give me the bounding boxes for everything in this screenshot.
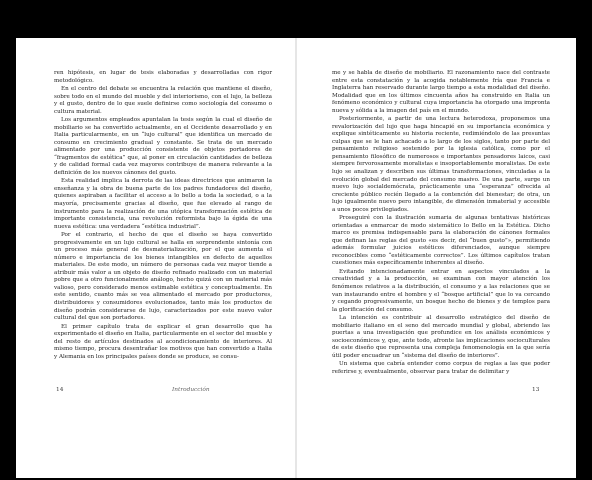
right-page-text (332, 70, 550, 376)
left-page (16, 38, 296, 478)
paragraph: Proseguiré con la ilustración sumaria de algunas tentativas históricas orientadas a enmarcar de modo sistemático lo Bello en la Estética. Dicho marco es premisa indispensable para la elaboración de cánones formales que definan las reglas del gusto «es decir, del “buen gusto”», permitiendo además formular juicios estéticos diferenciados, aunque siempre reconocibles como “estéticamente correctos”. Los últimos capítulos tratan cuestiones más específicamente inherentes al diseño. (332, 215, 550, 267)
paragraph: Un sistema que cabría entender como corpus de reglas a las que poder referirse y, eventualmente, observar para tratar de delimitar y (332, 361, 550, 375)
paragraph: Esta realidad implica la derrota de las ideas directrices que animaron la enseñanza y la obra de buena parte de los padres fundadores del diseño, quienes aspiraban a facilitar el acceso a lo bello a toda la sociedad, o a la mayoría, precisamente gracias al diseño, que fue elevado al rango de instrumento para la realización de una utópica transformación estética de importante consistencia, una revolución reformista bajo la égida de una nueva estética: una verdadera “estética industrial”. (54, 178, 272, 230)
paragraph: Por el contrario, el hecho de que el diseño se haya convertido progresivamente en un lujo cultural se halla en sorprendente sintonía con un proceso más general de desmaterialización, por el que aumenta el número e importancia de los bienes intangibles en defecto de aquellos materiales. De este modo, un número de personas cada vez mayor tiende a atribuir más valor a un objeto de diseño refinado realizado con un material pobre que a otro funcionalmente análogo, hecho quizá con un material más valioso, pero considerado menos estimable estética y conceptualmente. En este sentido, cuanto más se vea alimentado el mercado por productores, distribuidores y consumidores evolucionados, tanto más los productos de diseño podrán considerarse de lujo, caracterizados por este nuevo valor cultural del que son portadores. (54, 232, 272, 322)
paragraph: En el centro del debate se encuentra la relación que mantiene el diseño, sobre todo en el mundo del mueble y del interiorismo, con el lujo, la belleza y el gusto, dentro de lo que suele definirse como sociología del consumo o cultura material. (54, 85, 272, 115)
paragraph: Los argumentos empleados apuntalan la tesis según la cual el diseño de mobiliario se ha convertido actualmente, en el Occidente desarrollado y en Italia particularmente, en un “lujo cultural” que identifica un mercado de consumo en crecimiento gradual y constante. Se trata de un mercado alimentado por una producción consistente de objetos portadores de “fragmentos de estética” que, al poner en circulación cantidades de belleza y de calidad formal cada vez mayores contribuye de manera relevante a la definición de los nuevos cánones del gusto. (54, 117, 272, 176)
running-head: Introducción (172, 387, 210, 393)
page-number: 13 (532, 387, 540, 393)
paragraph: La intención es contribuir al desarrollo estratégico del diseño de mobiliario italiano en el seno del mercado mundial y global, abriendo las puertas a una investigación que profundice en los análisis económicos y socioeconómicos y, que, ante todo, afronte las implicaciones socioculturales de este diseño que representa una compleja fenomenología en la que sería útil poder encuadrar un “sistema del diseño de interiores”. (332, 315, 550, 359)
right-page (296, 38, 576, 478)
left-page-text (54, 70, 272, 361)
paragraph: El primer capítulo trata de explicar el gran desarrollo que ha experimentado el diseño en Italia, particularmente en el sector del mueble y del resto de artículos destinados al acondicionamiento de interiores. Al mismo tiempo, procura desentrañar los motivos que han convertido a Italia y Alemania en los principales países donde se produce, se consu- (54, 323, 272, 360)
paragraph: Posteriormente, a partir de una lectura heterodoxa, proponemos una revalorización del lujo que haga hincapié en su importancia económica y explique sintéticamente su historia reciente, redimiéndolo de las presuntas culpas que se le han achacado a lo largo de los siglos, tanto por parte del pensamiento religioso sostenido por la iglesia católica, como por el pensamiento filosófico de numerosos e importantes pensadores laicos, casi siempre fervorosamente moralistas e insoportablemente moralistas. De este lujo se analizan y describen sus últimas transformaciones, vinculadas a la evolución global del mercado del consumo masivo. De una parte, surge un nuevo lujo socialdemócrata, prácticamente una “esperanza” ofrecida al creciente público recién llegado a la contención del bienestar; de otra, un lujo igualmente nuevo pero intangible, de dimensión inmaterial y accesible a unos pocos privilegiados. (332, 116, 550, 213)
paragraph: ren hipótesis, en lugar de tesis elaboradas y desarrolladas con rigor metodológico. (54, 70, 272, 84)
paragraph: me y se habla de diseño de mobiliario. El razonamiento nace del contraste entre esta constatación y la acogida notablemente fría que Francia e Inglaterra han reservado durante largo tiempo a esta modalidad del diseño. Modalidad que en los últimos cincuenta años ha construido en Italia un fenómeno económico y cultural cuya importancia ha otorgado una impronta nueva y sólida a la imagen del país en el mundo. (332, 70, 550, 114)
book-spread (16, 38, 576, 478)
paragraph: Evitando intencionadamente entrar en aspectos vinculados a la creatividad y a la producción, se examinan con mayor atención los fenómenos relativos a la distribución, el consumo y a las relaciones que se van instaurando entre el hombre y el “bosque artificial” que lo va cercando y cegando progresivamente, un bosque hecho de bienes y de templos para la glorificación del consumo. (332, 268, 550, 313)
page-number: 14 (56, 387, 64, 393)
